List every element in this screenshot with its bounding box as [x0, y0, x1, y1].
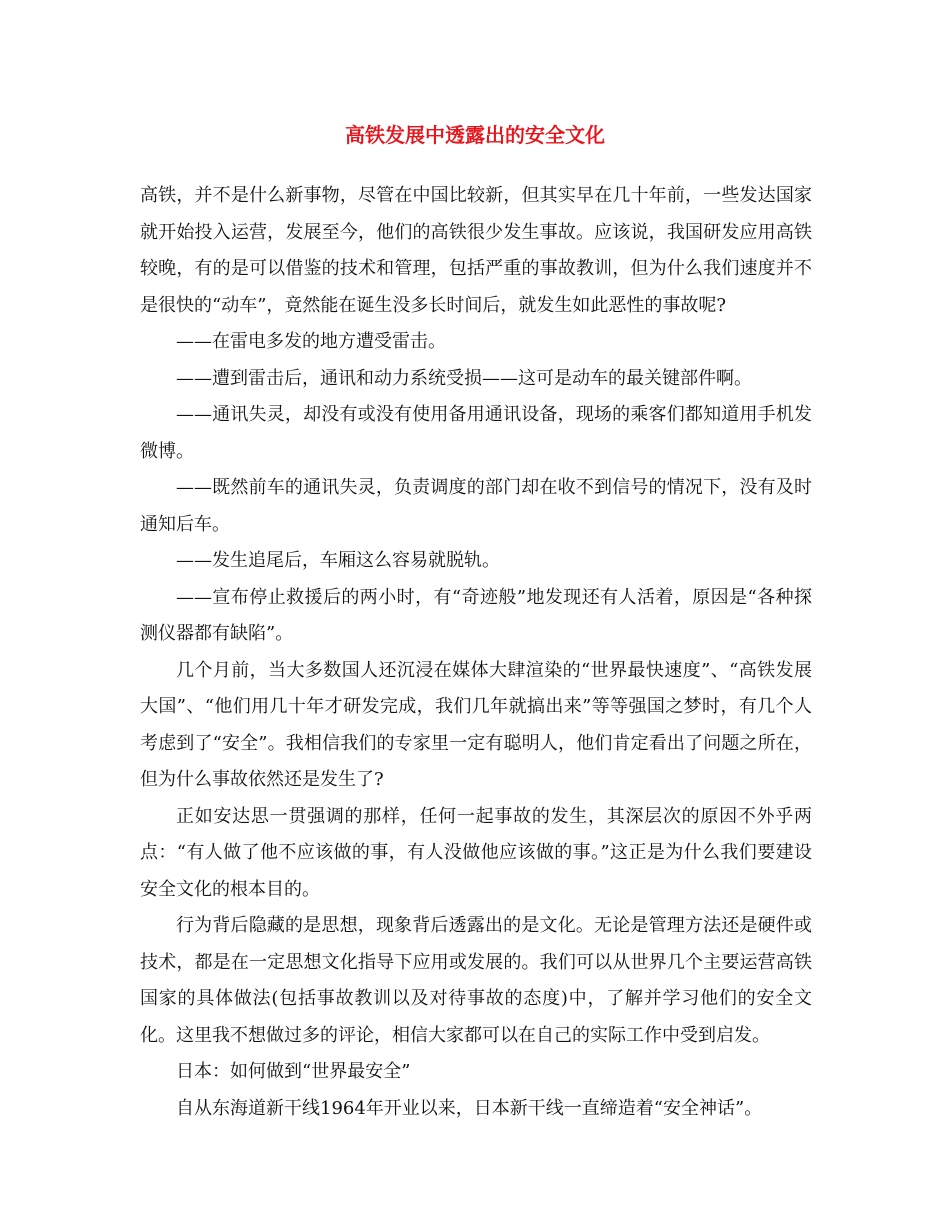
paragraph-bullet-lightning: ——在雷电多发的地方遭受雷击。 — [176, 331, 446, 352]
paragraph-intro: 高铁，并不是什么新事物，尽管在中国比较新，但其实早在几十年前，一些发达国家就开始投入运营，发展至今，他们的高铁很少发生事故。应该说，我国研发应用高铁较晚，有的是可以借鉴的技术和管理，包括严重的事故教训，但为什么我们速度并不是很快的“动车”，竟然能在诞生没多长时间后，就发生如此恶性的事故呢? — [140, 185, 812, 316]
paragraph-bullet-derail: ——发生追尾后，车厢这么容易就脱轨。 — [176, 550, 500, 571]
paragraph-bullet-damage: ——遭到雷击后，通讯和动力系统受损——这可是动车的最关键部件啊。 — [176, 367, 752, 389]
document-body — [140, 178, 812, 1127]
page-title: 高铁发展中透露出的安全文化 — [345, 123, 605, 147]
paragraph-bullet-rescue: ——宣布停止救援后的两小时，有“奇迹般”地发现还有人活着，原因是“各种探测仪器都有缺陷”。 — [140, 586, 812, 644]
paragraph-months-ago: 几个月前，当大多数国人还沉浸在媒体大肆渲染的“世界最快速度”、“高铁发展大国”、“他们用几十年才研发完成，我们几年就搞出来”等等强国之梦时，有几个人考虑到了“安全”。我相信我们的专家里一定有聪明人，他们肯定看出了问题之所在，但为什么事故依然还是发生了? — [140, 659, 812, 790]
paragraph-shinkansen: 自从东海道新干线1964年开业以来，日本新干线一直缔造着“安全神话”。 — [176, 1097, 763, 1119]
paragraph-root-cause: 正如安达思一贯强调的那样，任何一起事故的发生，其深层次的原因不外乎两点：“有人做了他不应该做的事，有人没做他应该做的事。”这正是为什么我们要建设安全文化的根本目的。 — [140, 805, 812, 900]
paragraph-culture: 行为背后隐藏的是思想，现象背后透露出的是文化。无论是管理方法还是硬件或技术，都是在一定思想文化指导下应用或发展的。我们可以从世界几个主要运营高铁国家的具体做法(包括事故教训以及对待事故的态度)中，了解并学习他们的安全文化。这里我不想做过多的评论，相信大家都可以在自己的实际工作中受到启发。 — [140, 915, 812, 1046]
section-heading-japan: 日本：如何做到“世界最安全” — [176, 1061, 411, 1082]
paragraph-bullet-communication: ——通讯失灵，却没有或没有使用备用通讯设备，现场的乘客们都知道用手机发微博。 — [140, 404, 812, 462]
paragraph-bullet-dispatch: ——既然前车的通讯失灵，负责调度的部门却在收不到信号的情况下，没有及时通知后车。 — [140, 477, 812, 535]
